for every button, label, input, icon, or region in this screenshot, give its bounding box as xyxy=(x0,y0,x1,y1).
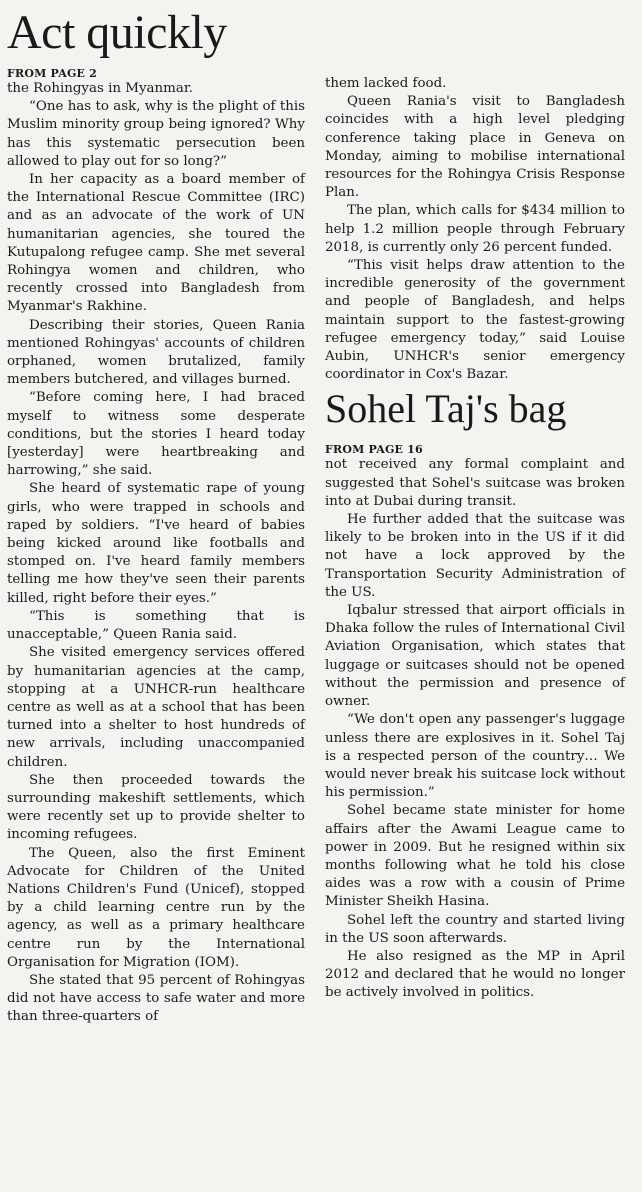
paragraph: He also resigned as the MP in April 2012 and declared that he would no longer be actively involved in politics. xyxy=(325,948,625,1001)
paragraph: them lacked food. xyxy=(325,76,447,91)
left-column xyxy=(7,4,305,1027)
paragraph: “Before coming here, I had braced myself to witness some desperate conditions, but the stories I heard today [yesterday] were heartbreaking and harrowing,” she said. xyxy=(7,390,305,479)
paragraph: Iqbalur stressed that airport officials in Dhaka follow the rules of International Civil Aviation Organisation, which states that luggage or suitcases should not be opened without the permission and presence of owner. xyxy=(325,603,625,710)
paragraph: “One has to ask, why is the plight of this Muslim minority group being ignored? Why has this systematic persecution been allowed to play out for so long?” xyxy=(7,99,305,169)
paragraph: “This visit helps draw attention to the incredible generosity of the government and people of Bangladesh, and helps maintain support to the fastest-growing refugee emergency today,” said Louise Aubin, UNHCR's senior emergency coordinator in Cox's Bazar. xyxy=(325,258,625,383)
paragraph: He further added that the suitcase was likely to be broken into in the US if it did not have a lock approved by the Transportation Security Administration of the US. xyxy=(325,512,625,600)
headline-sohel-taj-bag: Sohel Taj's bag xyxy=(325,386,567,432)
paragraph: In her capacity as a board member of the International Rescue Committee (IRC) and as an advocate of the work of UN humanitarian agencies, she toured the Kutupalong refugee camp. She met several Rohingya women and children, who recently crossed into Bangladesh from Myanmar's Rakhine. xyxy=(7,172,305,315)
paragraph: She visited emergency services offered by humanitarian agencies at the camp, stopping at a UNHCR-run healthcare centre as well as at a school that has been turned into a shelter to host hundreds of new arrivals, including unaccompanied children. xyxy=(7,645,305,770)
paragraph: She heard of systematic rape of young girls, who were trapped in schools and raped by soldiers. “I've heard of babies being kicked around like footballs and stomped on. I've heard family members telling me how they've seen their parents killed, right before their eyes.” xyxy=(7,481,305,606)
paragraph: Sohel became state minister for home affairs after the Awami League came to power in 2009. But he resigned within six months following what he told his close aides was a row with a cousin of Prime Minister Sheikh Hasina. xyxy=(325,803,625,910)
paragraph: Sohel left the country and started living in the US soon afterwards. xyxy=(325,912,625,946)
paragraph: She stated that 95 percent of Rohingyas did not have access to safe water and more than three-quarters of xyxy=(7,972,305,1025)
jump-line-page-2: FROM PAGE 2 xyxy=(7,67,98,80)
paragraph: She then proceeded towards the surrounding makeshift settlements, which were recently set up to provide shelter to incoming refugees. xyxy=(7,772,305,843)
paragraph: Describing their stories, Queen Rania mentioned Rohingyas' accounts of children orphaned, women brutalized, family members butchered, and villages burned. xyxy=(7,317,305,388)
paragraph: “We don't open any passenger's luggage unless there are explosives in it. Sohel Taj is a respected person of the country… We would never break his suitcase lock without his permission.” xyxy=(325,712,625,801)
paragraph: Queen Rania's visit to Bangladesh coincides with a high level pledging conference taking place in Geneva on Monday, aiming to mobilise international resources for the Rohingya Crisis Response Plan. xyxy=(325,94,625,201)
paragraph: The Queen, also the first Eminent Advocate for Children of the United Nations Children's Fund (Unicef), stopped by a child learning centre run by the agency, as well as a primary healthcare centre run by the International Organisation for Migration (IOM). xyxy=(7,845,305,970)
paragraph: “This is something that is unacceptable,” Queen Rania said. xyxy=(7,608,305,643)
headline-act-quickly: Act quickly xyxy=(7,6,227,59)
jump-line-page-16: FROM PAGE 16 xyxy=(325,443,423,457)
right-column xyxy=(325,75,625,1003)
paragraph: not received any formal complaint and suggested that Sohel's suitcase was broken into at Dubai during transit. xyxy=(325,457,625,509)
paragraph: The plan, which calls for $434 million to help 1.2 million people through February 2018, is currently only 26 percent funded. xyxy=(325,203,625,255)
paragraph: the Rohingyas in Myanmar. xyxy=(7,81,194,96)
